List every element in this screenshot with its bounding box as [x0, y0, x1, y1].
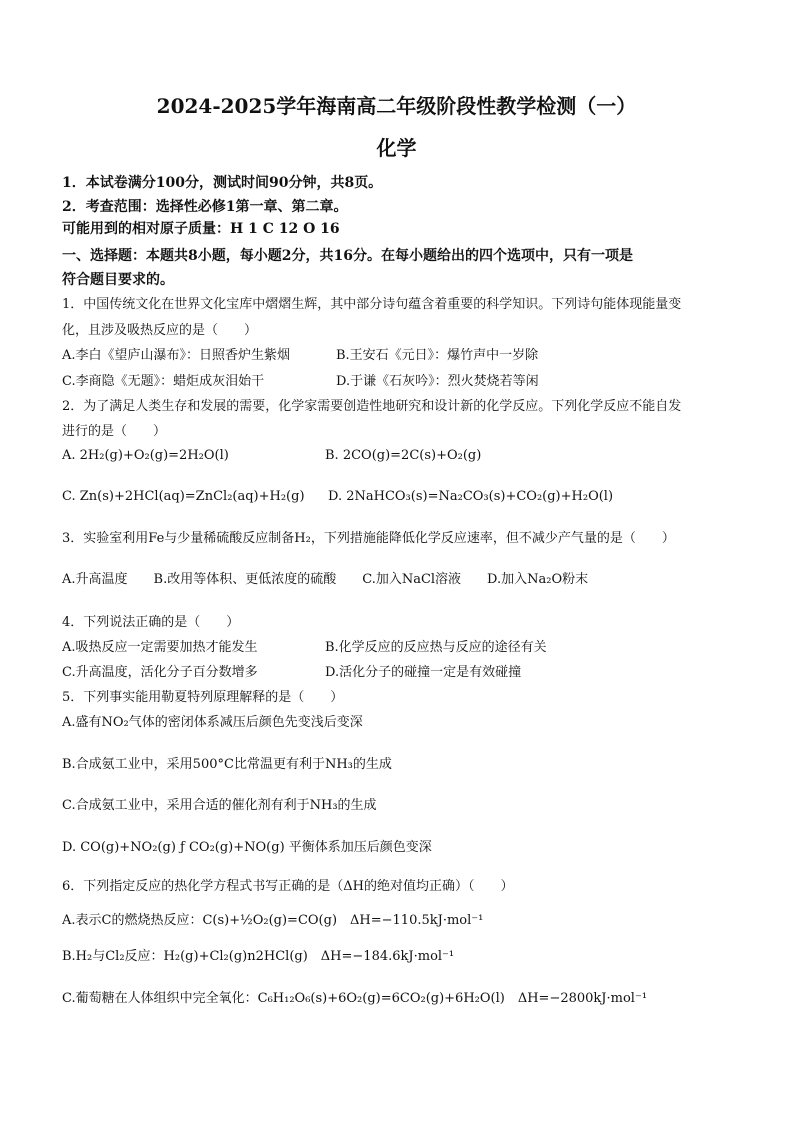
- question-3-options: A.升高温度 B.改用等体积、更低浓度的硫酸 C.加入NaCl溶液 D.加入Na₂O粉末: [62, 572, 589, 587]
- question-5-stem: 5．下列事实能用勒夏特列原理解释的是（ ）: [62, 690, 344, 705]
- question-2-stem: 2．为了满足人类生存和发展的需要，化学家需要创造性地研究和设计新的化学反应。下列化学反应不能自发: [62, 399, 682, 414]
- question-1-option-d: D.于谦《石灰吟》：烈火焚烧若等闲: [336, 374, 539, 389]
- question-5-option-c: C.合成氨工业中，采用合适的催化剂有利于NH₃的生成: [62, 798, 377, 813]
- question-6-stem: 6．下列指定反应的热化学方程式书写正确的是（ΔH的绝对值均正确）（ ）: [62, 879, 514, 894]
- section-heading: 一、选择题：本题共8小题，每小题2分，共16分。在每小题给出的四个选项中，只有一项是: [62, 248, 633, 264]
- question-4-option-d: D.活化分子的碰撞一定是有效碰撞: [325, 665, 522, 680]
- question-4-stem: 4．下列说法正确的是（ ）: [62, 615, 240, 630]
- question-6-option-c: C.葡萄糖在人体组织中完全氧化：C₆H₁₂O₆(s)+6O₂(g)=6CO₂(g)+6H₂O(l) ΔH=−2800kJ·mol⁻¹: [62, 991, 648, 1006]
- question-4-option-b: B.化学反应的反应热与反应的途径有关: [325, 640, 547, 655]
- question-3-stem: 3．实验室利用Fe与少量稀硫酸反应制备H₂，下列措施能降低化学反应速率，但不减少产气量的是（ ）: [62, 531, 675, 546]
- question-5-option-d: D. CO(g)+NO₂(g) ƒ CO₂(g)+NO(g) 平衡体系加压后颜色变深: [62, 840, 432, 855]
- question-1-stem-cont: 化，且涉及吸热反应的是（ ）: [62, 323, 258, 338]
- question-6-option-b: B.H₂与Cl₂反应：H₂(g)+Cl₂(g)n2HCl(g) ΔH=−184.6kJ·mol⁻¹: [62, 949, 455, 964]
- question-1-stem: 1．中国传统文化在世界文化宝库中熠熠生辉，其中部分诗句蕴含着重要的科学知识。下列诗句能体现能量变: [62, 297, 682, 312]
- question-5-option-b: B.合成氨工业中，采用500°C比常温更有利于NH₃的生成: [62, 757, 392, 772]
- note-1: 1．本试卷满分100分，测试时间90分钟，共8页。: [62, 175, 383, 191]
- question-2-option-a: A. 2H₂(g)+O₂(g)=2H₂O(l): [62, 448, 229, 463]
- question-6-option-a: A.表示C的燃烧热反应：C(s)+½O₂(g)=CO(g) ΔH=−110.5kJ·mol⁻¹: [62, 913, 484, 928]
- question-2-option-d: D. 2NaHCO₃(s)=Na₂CO₃(s)+CO₂(g)+H₂O(l): [328, 489, 614, 504]
- question-4-option-c: C.升高温度，活化分子百分数增多: [62, 665, 258, 680]
- note-2: 2．考查范围：选择性必修1第一章、第二章。: [62, 199, 348, 215]
- question-1-option-c: C.李商隐《无题》：蜡炬成灰泪始干: [62, 374, 265, 389]
- question-1-option-a: A.李白《望庐山瀑布》：日照香炉生紫烟: [62, 348, 291, 363]
- question-2-option-c: C. Zn(s)+2HCl(aq)=ZnCl₂(aq)+H₂(g): [62, 489, 305, 504]
- page-title: 2024-2025学年海南高二年级阶段性教学检测（一）: [156, 94, 637, 118]
- subject-title: 化学: [376, 136, 417, 160]
- question-2-stem-cont: 进行的是（ ）: [62, 424, 167, 439]
- question-2-option-b: B. 2CO(g)=2C(s)+O₂(g): [325, 448, 482, 463]
- note-atomic-mass: 可能用到的相对原子质量：H 1 C 12 O 16: [62, 221, 340, 237]
- question-1-option-b: B.王安石《元日》：爆竹声中一岁除: [336, 348, 539, 363]
- question-4-option-a: A.吸热反应一定需要加热才能发生: [62, 640, 258, 655]
- question-5-option-a: A.盛有NO₂气体的密闭体系减压后颜色先变浅后变深: [62, 715, 363, 730]
- section-heading-cont: 符合题目要求的。: [62, 272, 174, 288]
